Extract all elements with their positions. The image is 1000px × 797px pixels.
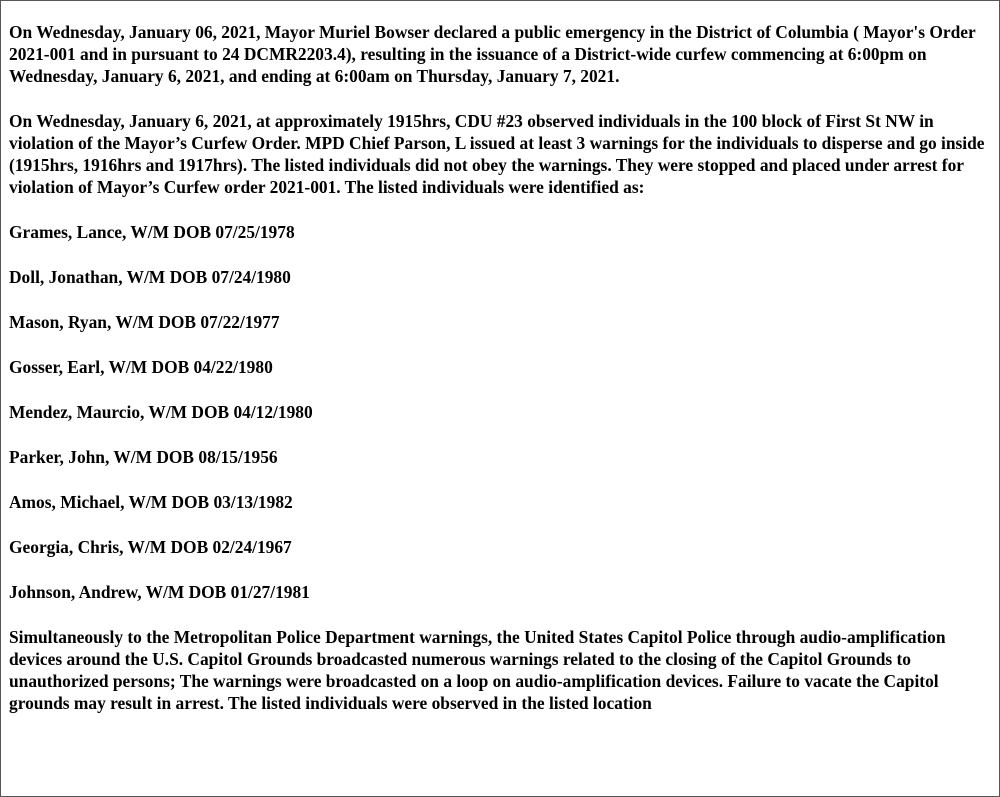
individual-entry: Amos, Michael, W/M DOB 03/13/1982 [9, 492, 293, 512]
individual-entry: Georgia, Chris, W/M DOB 02/24/1967 [9, 537, 292, 557]
individual-entry: Doll, Jonathan, W/M DOB 07/24/1980 [9, 267, 291, 287]
individual-entry: Mendez, Maurcio, W/M DOB 04/12/1980 [9, 402, 313, 422]
individual-entry: Mason, Ryan, W/M DOB 07/22/1977 [9, 312, 280, 332]
curfew-declaration-paragraph: On Wednesday, January 06, 2021, Mayor Muriel Bowser declared a public emergency in the District of Columbia ( Mayor's Order 2021-001 and in pursuant to 24 DCMR2203.4), resulting in the issuance of a District-wide curfew commencing at 6:00pm on Wednesday, January 6, 2021, and ending at 6:00am on Thursday, January 7, 2021. [9, 22, 976, 86]
arrest-narrative-paragraph: On Wednesday, January 6, 2021, at approximately 1915hrs, CDU #23 observed individuals in the 100 block of First St NW in violation of the Mayor’s Curfew Order. MPD Chief Parson, L issued at least 3 warnings for the individuals to disperse and go inside (1915hrs, 1916hrs and 1917hrs). The listed individuals did not obey the warnings. They were stopped and placed under arrest for violation of Mayor’s Curfew order 2021-001. The listed individuals were identified as: [9, 111, 985, 197]
individual-entry: Gosser, Earl, W/M DOB 04/22/1980 [9, 357, 273, 377]
capitol-police-warnings-paragraph: Simultaneously to the Metropolitan Police Department warnings, the United States Capitol Police through audio-amplification devices around the U.S. Capitol Grounds broadcasted numerous warnings related to the closing of the Capitol Grounds to unauthorized persons; The warnings were broadcasted on a loop on audio-amplification devices. Failure to vacate the Capitol grounds may result in arrest. The listed individuals were observed in the listed location [9, 627, 946, 713]
individual-entry: Grames, Lance, W/M DOB 07/25/1978 [9, 222, 295, 242]
individuals-list [9, 221, 987, 603]
individual-entry: Parker, John, W/M DOB 08/15/1956 [9, 447, 278, 467]
individual-entry: Johnson, Andrew, W/M DOB 01/27/1981 [9, 582, 310, 602]
